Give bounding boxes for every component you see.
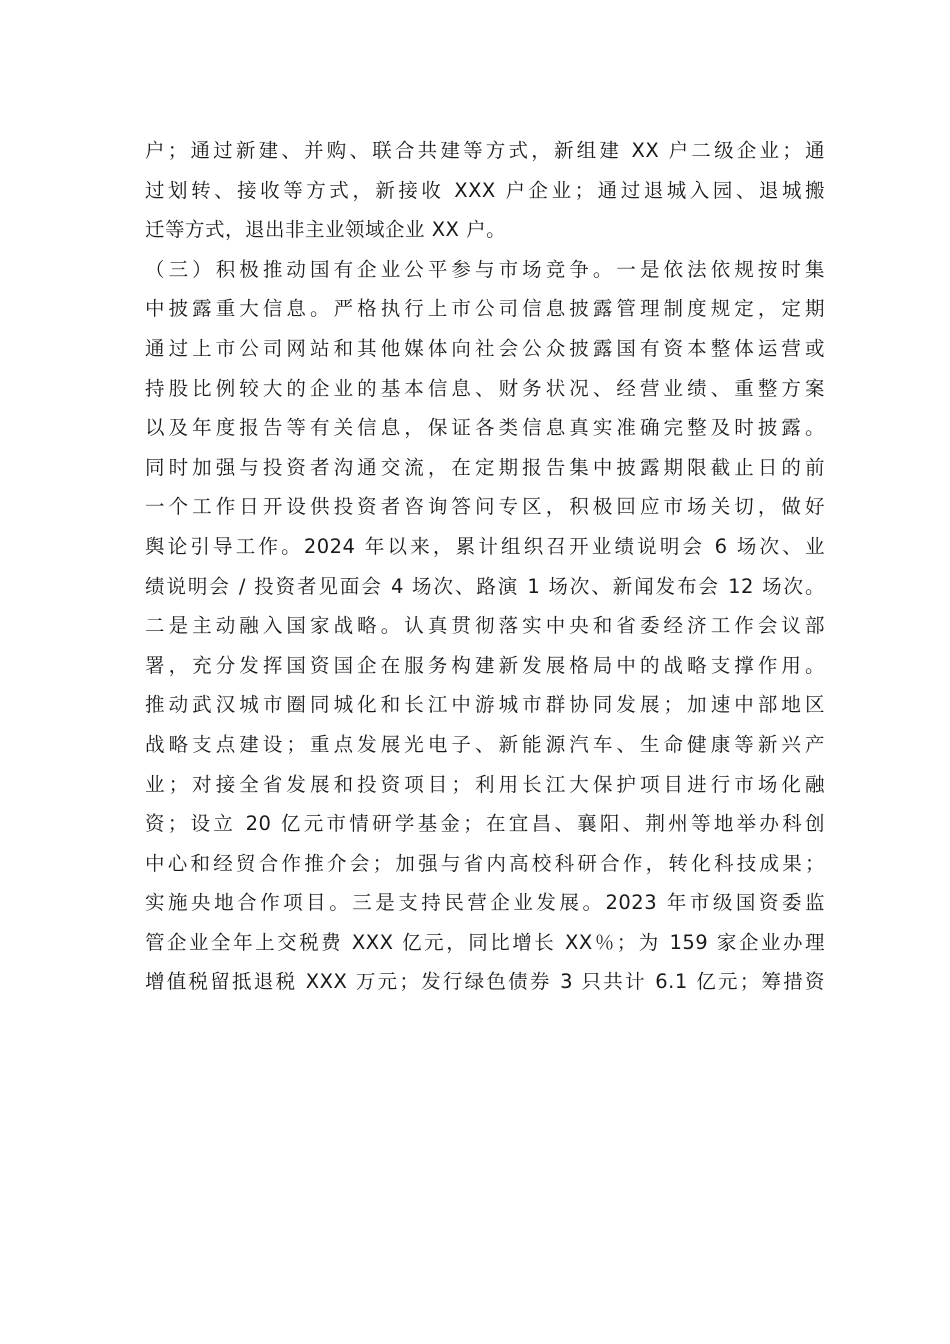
text-line: 迁等方式，退出非主业领域企业 XX 户。 [145,218,507,242]
text-line: 实施央地合作项目。三是支持民营企业发展。2023 年市级国资委监 [145,891,825,915]
body-text [145,131,825,1002]
text-line: 一个工作日开设供投资者咨询答问专区，积极回应市场关切，做好 [145,495,825,519]
text-line: 战略支点建设；重点发展光电子、新能源汽车、生命健康等新兴产 [145,732,825,756]
text-line: 管企业全年上交税费 XXX 亿元，同比增长 XX％；为 159 家企业办理 [145,930,825,954]
text-line: 通过上市公司网站和其他媒体向社会公众披露国有资本整体运营或 [145,336,825,360]
text-line: 中心和经贸合作推介会；加强与省内高校科研合作，转化科技成果； [145,851,825,875]
text-line: 资；设立 20 亿元市情研学基金；在宜昌、襄阳、荆州等地举办科创 [145,812,825,836]
text-line: 署，充分发挥国资国企在服务构建新发展格局中的战略支撑作用。 [145,653,825,677]
text-line: 以及年度报告等有关信息，保证各类信息真实准确完整及时披露。 [145,416,825,440]
text-line: 中披露重大信息。严格执行上市公司信息披露管理制度规定，定期 [145,297,825,321]
text-line: 过划转、接收等方式，新接收 XXX 户企业；通过退城入园、退城搬 [145,178,825,202]
text-line: 户；通过新建、并购、联合共建等方式，新组建 XX 户二级企业；通 [145,139,825,162]
text-line: 推动武汉城市圈同城化和长江中游城市群协同发展；加速中部地区 [145,693,825,717]
text-line: 舆论引导工作。2024 年以来，累计组织召开业绩说明会 6 场次、业 [145,534,825,558]
text-line: 二是主动融入国家战略。认真贯彻落实中央和省委经济工作会议部 [145,614,825,638]
text-line: 持股比例较大的企业的基本信息、财务状况、经营业绩、重整方案 [145,376,825,400]
text-line: 业；对接全省发展和投资项目；利用长江大保护项目进行市场化融 [145,772,825,796]
text-line: 增值税留抵退税 XXX 万元；发行绿色债券 3 只共计 6.1 亿元；筹措资 [145,970,825,994]
text-line: 绩说明会 / 投资者见面会 4 场次、路演 1 场次、新闻发布会 12 场次。 [145,574,825,598]
text-line: （三）积极推动国有企业公平参与市场竞争。一是依法依规按时集 [145,257,825,281]
text-line: 同时加强与投资者沟通交流，在定期报告集中披露期限截止日的前 [145,455,825,479]
